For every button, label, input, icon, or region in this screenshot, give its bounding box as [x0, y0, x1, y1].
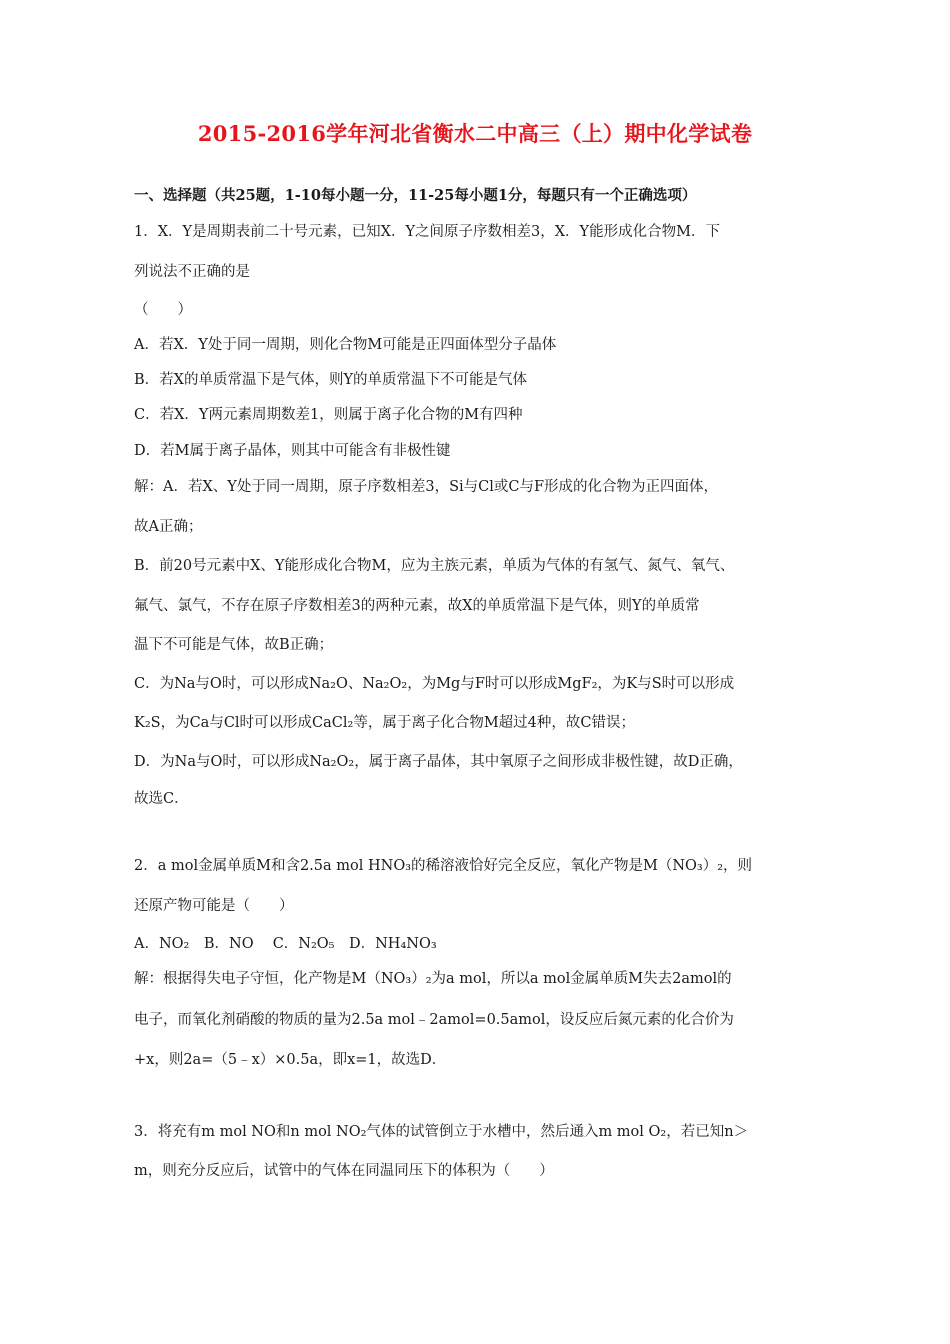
q1-solution-line2: 故A正确；	[134, 519, 203, 535]
q1-solution-line4: 氟气、氯气，不存在原子序数相差3的两种元素，故X的单质常温下是气体，则Y的单质常	[134, 598, 700, 614]
q1-solution-line5: 温下不可能是气体，故B正确；	[134, 637, 334, 653]
q1-stem-line1: 1．X．Y是周期表前二十号元素，已知X．Y之间原子序数相差3，X．Y能形成化合物M．下	[134, 224, 720, 240]
q1-stem-line2: 列说法不正确的是	[134, 264, 250, 280]
q1-solution-line1: 解：A．若X、Y处于同一周期，原子序数相差3，Si与Cl或C与F形成的化合物为正四面体，	[134, 479, 719, 495]
q2-options: A．NO₂ B．NO C．N₂O₅ D．NH₄NO₃	[134, 936, 437, 952]
q1-solution-line6: C．为Na与O时，可以形成Na₂O、Na₂O₂，为Mg与F时可以形成MgF₂，为K与S时可以形成	[134, 676, 735, 692]
q2-solution-line1: 解：根据得失电子守恒，化产物是M（NO₃）₂为a mol，所以a mol金属单质M失去2amol的	[134, 971, 732, 987]
q1-solution-line3: B．前20号元素中X、Y能形成化合物M，应为主族元素，单质为气体的有氢气、氮气、氧气、	[134, 558, 735, 574]
q1-option-b: B．若X的单质常温下是气体，则Y的单质常温下不可能是气体	[134, 372, 528, 388]
section-heading: 一、选择题（共25题，1-10每小题一分，11-25每小题1分，每题只有一个正确选项）	[134, 187, 697, 204]
q3-stem-line1: 3．将充有m mol NO和n mol NO₂气体的试管倒立于水槽中，然后通入m mol O₂，若已知n＞	[134, 1124, 749, 1140]
q1-solution-line9: 故选C．	[134, 791, 189, 807]
q1-option-d: D．若M属于离子晶体，则其中可能含有非极性键	[134, 443, 451, 459]
q2-solution-line2: 电子，而氧化剂硝酸的物质的量为2.5a mol﹣2amol=0.5amol，设反应后氮元素的化合价为	[134, 1012, 734, 1028]
q1-solution-line7: K₂S，为Ca与Cl时可以形成CaCl₂等，属于离子化合物M超过4种，故C错误；	[134, 715, 635, 731]
q2-stem-line2: 还原产物可能是（ ）	[134, 898, 294, 914]
q1-solution-line8: D．为Na与O时，可以形成Na₂O₂，属于离子晶体，其中氧原子之间形成非极性键，故D正确，	[134, 754, 743, 770]
q3-stem-line2: m，则充分反应后，试管中的气体在同温同压下的体积为（ ）	[134, 1163, 554, 1179]
document-title: 2015-2016学年河北省衡水二中高三（上）期中化学试卷	[197, 121, 753, 146]
q1-option-a: A．若X．Y处于同一周期，则化合物M可能是正四面体型分子晶体	[134, 337, 557, 353]
q2-stem-line1: 2．a mol金属单质M和含2.5a mol HNO₃的稀溶液恰好完全反应，氧化产物是M（NO₃）₂，则	[134, 858, 753, 874]
q2-solution-line3: +x，则2a=（5﹣x）×0.5a，即x=1，故选D．	[134, 1052, 447, 1068]
q1-option-c: C．若X．Y两元素周期数差1，则属于离子化合物的M有四种	[134, 407, 523, 423]
q1-answer-blank: （ ）	[134, 302, 192, 318]
